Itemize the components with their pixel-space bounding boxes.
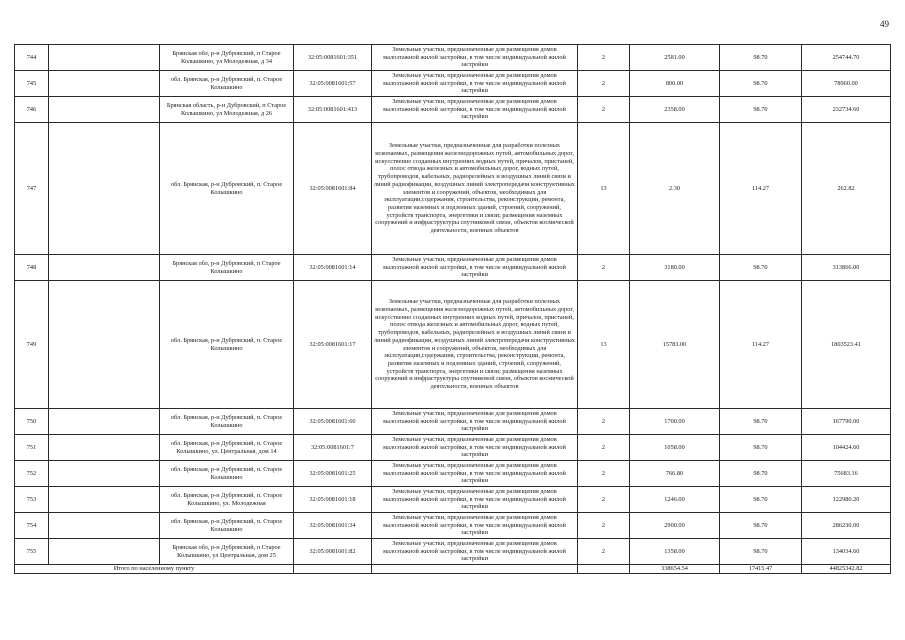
group-code-cell: 2 [578, 539, 630, 565]
area-cell: 2900.00 [630, 513, 720, 539]
address-cell: Брянская обл, р-н Дубровский, п Старое Колышкино, ул Центральная, дом 25 [160, 539, 294, 565]
empty-cell [578, 565, 630, 574]
totals-value-cell: 44825342.82 [802, 565, 891, 574]
table-row [15, 45, 891, 71]
row-number: 746 [15, 97, 49, 123]
area-cell: 1700.00 [630, 409, 720, 435]
land-category-cell: Земельные участки, предназначенные для размещения домов малоэтажной жилой застройки, в том числе индивидуальной жилой застройки [372, 97, 578, 123]
rate-cell: 98.70 [720, 255, 802, 281]
address-cell: обл. Брянская, р-н Дубровский, п. Старое Колышкино [160, 123, 294, 255]
address-cell: обл. Брянская, р-н Дубровский, п. Старое Колышкино [160, 513, 294, 539]
land-category-cell: Земельные участки, предназначенные для размещения домов малоэтажной жилой застройки, в том числе индивидуальной жилой застройки [372, 435, 578, 461]
land-category-cell: Земельные участки, предназначенные для разработки полезных ископаемых, размещения железнодорожных путей, автомобильных дорог, искусственно созданных внутренних водных путей, причалов, пристаней, полос отвода железных и автомобильных дорог, водных путей, трубопроводов, кабельных, радиорелейных и воздушных линий связи и линий радиофикации, воздушных линий электропередачи конструктивных элементов и сооружений, объектов, необходимых для эксплуатации,содержания, строительства, реконструкции, ремонта, развития наземных и подземных зданий, строений, сооружений, устройств транспорта, энергетики и связи; размещения наземных сооружений и инфраструктуры спутниковой связи, объектов космической деятельности, военных объектов [372, 123, 578, 255]
empty-cell [49, 97, 160, 123]
land-category-cell: Земельные участки, предназначенные для размещения домов малоэтажной жилой застройки, в том числе индивидуальной жилой застройки [372, 409, 578, 435]
address-cell: Брянская обл, р-н Дубровский, п Старое Колышкино [160, 255, 294, 281]
area-cell: 2581.00 [630, 45, 720, 71]
group-code-cell: 2 [578, 435, 630, 461]
empty-cell [49, 123, 160, 255]
group-code-cell: 2 [578, 409, 630, 435]
land-category-cell: Земельные участки, предназначенные для разработки полезных ископаемых, размещения железнодорожных путей, автомобильных дорог, искусственно созданных внутренних водных путей, причалов, пристаней, полос отвода железных и автомобильных дорог, водных путей, трубопроводов, кабельных, радиорелейных и воздушных линий связи и линий радиофикации, воздушных линий электропередачи конструктивных элементов и сооружений, объектов, необходимых для эксплуатации,содержания, строительства, реконструкции, ремонта, развития наземных и подземных зданий, строений, сооружений, устройств транспорта, энергетики и связи; размещения наземных сооружений и инфраструктуры спутниковой связи, объектов космической деятельности, военных объектов [372, 281, 578, 409]
totals-area-cell: 338654.54 [630, 565, 720, 574]
row-number: 755 [15, 539, 49, 565]
group-code-cell: 2 [578, 97, 630, 123]
cadastral-number-cell: 32:05:0081601:84 [294, 123, 372, 255]
table-row [15, 461, 891, 487]
cadastral-number-cell: 32:05:0081601:17 [294, 281, 372, 409]
rate-cell: 98.70 [720, 513, 802, 539]
value-cell: 75683.16 [802, 461, 891, 487]
rate-cell: 98.70 [720, 435, 802, 461]
area-cell: 15783.00 [630, 281, 720, 409]
group-code-cell: 13 [578, 123, 630, 255]
area-cell: 766.80 [630, 461, 720, 487]
table-row [15, 539, 891, 565]
value-cell: 104424.60 [802, 435, 891, 461]
empty-cell [49, 435, 160, 461]
cadastral-number-cell: 32:05:0081601:82 [294, 539, 372, 565]
address-cell: обл. Брянская, р-н Дубровский, п. Старое Колышкино [160, 281, 294, 409]
page-number: 49 [880, 19, 889, 29]
group-code-cell: 2 [578, 461, 630, 487]
totals-row [15, 565, 891, 574]
table-row [15, 435, 891, 461]
row-number: 748 [15, 255, 49, 281]
row-number: 747 [15, 123, 49, 255]
land-category-cell: Земельные участки, предназначенные для размещения домов малоэтажной жилой застройки, в том числе индивидуальной жилой застройки [372, 513, 578, 539]
table-row [15, 409, 891, 435]
empty-cell [49, 255, 160, 281]
empty-cell [49, 487, 160, 513]
value-cell: 78960.00 [802, 71, 891, 97]
value-cell: 254744.70 [802, 45, 891, 71]
row-number: 754 [15, 513, 49, 539]
table-row [15, 123, 891, 255]
row-number: 744 [15, 45, 49, 71]
area-cell: 2358.00 [630, 97, 720, 123]
rate-cell: 98.70 [720, 97, 802, 123]
rate-cell: 98.70 [720, 45, 802, 71]
rate-cell: 114.27 [720, 123, 802, 255]
empty-cell [49, 461, 160, 487]
value-cell: 1803523.41 [802, 281, 891, 409]
rate-cell: 98.70 [720, 487, 802, 513]
empty-cell [294, 565, 372, 574]
value-cell: 262.82 [802, 123, 891, 255]
value-cell: 167790.00 [802, 409, 891, 435]
address-cell: Брянская обл, р-н Дубровский, п Старое Колышкино, ул Молодежная, д 34 [160, 45, 294, 71]
cadastral-number-cell: 32:05:0081601:14 [294, 255, 372, 281]
address-cell: Брянская область, р-н Дубровский, п Старое Колышкино, ул Молодежная, д 26 [160, 97, 294, 123]
area-cell: 800.00 [630, 71, 720, 97]
cadastral-value-table [14, 44, 891, 574]
land-category-cell: Земельные участки, предназначенные для размещения домов малоэтажной жилой застройки, в том числе индивидуальной жилой застройки [372, 487, 578, 513]
empty-cell [49, 71, 160, 97]
table-body [15, 45, 891, 574]
row-number: 752 [15, 461, 49, 487]
totals-rate-cell: 17415.47 [720, 565, 802, 574]
table-row [15, 71, 891, 97]
value-cell: 232734.60 [802, 97, 891, 123]
value-cell: 313866.00 [802, 255, 891, 281]
group-code-cell: 2 [578, 255, 630, 281]
group-code-cell: 2 [578, 513, 630, 539]
cadastral-number-cell: 32:05:0081601:57 [294, 71, 372, 97]
empty-cell [49, 281, 160, 409]
value-cell: 286230.00 [802, 513, 891, 539]
empty-cell [49, 409, 160, 435]
land-category-cell: Земельные участки, предназначенные для размещения домов малоэтажной жилой застройки, в том числе индивидуальной жилой застройки [372, 461, 578, 487]
totals-label: Итого по населенному пункту [15, 565, 294, 574]
rate-cell: 98.70 [720, 539, 802, 565]
rate-cell: 98.70 [720, 71, 802, 97]
cadastral-number-cell: 32:05:0081601:7 [294, 435, 372, 461]
rate-cell: 114.27 [720, 281, 802, 409]
area-cell: 2.30 [630, 123, 720, 255]
row-number: 750 [15, 409, 49, 435]
empty-cell [49, 539, 160, 565]
table-row [15, 97, 891, 123]
group-code-cell: 2 [578, 71, 630, 97]
group-code-cell: 13 [578, 281, 630, 409]
cadastral-number-cell: 32:05:0081601:25 [294, 461, 372, 487]
row-number: 753 [15, 487, 49, 513]
row-number: 751 [15, 435, 49, 461]
cadastral-number-cell: 32:05:0081601:18 [294, 487, 372, 513]
area-cell: 1358.00 [630, 539, 720, 565]
empty-cell [49, 45, 160, 71]
table-row [15, 487, 891, 513]
cadastral-number-cell: 32:05:0081601:413 [294, 97, 372, 123]
row-number: 749 [15, 281, 49, 409]
cadastral-number-cell: 32:05:0081601:60 [294, 409, 372, 435]
rate-cell: 98.70 [720, 461, 802, 487]
land-category-cell: Земельные участки, предназначенные для размещения домов малоэтажной жилой застройки, в том числе индивидуальной жилой застройки [372, 539, 578, 565]
row-number: 745 [15, 71, 49, 97]
cadastral-number-cell: 32:05:0081601:351 [294, 45, 372, 71]
table-row [15, 281, 891, 409]
address-cell: обл. Брянская, р-н Дубровский, п. Старое Колышкино, ул. Молодежная [160, 487, 294, 513]
empty-cell [372, 565, 578, 574]
table-row [15, 513, 891, 539]
address-cell: обл. Брянская, р-н Дубровский, п. Старое Колышкино [160, 409, 294, 435]
empty-cell [49, 513, 160, 539]
rate-cell: 98.70 [720, 409, 802, 435]
address-cell: обл. Брянская, р-н Дубровский, п. Старое Колышкино [160, 461, 294, 487]
cadastral-number-cell: 32:05:0081601:34 [294, 513, 372, 539]
address-cell: обл. Брянская, р-н Дубровский, п. Старое Колышкино, ул. Центральная, дом 14 [160, 435, 294, 461]
table-row [15, 255, 891, 281]
land-category-cell: Земельные участки, предназначенные для размещения домов малоэтажной жилой застройки, в том числе индивидуальной жилой застройки [372, 45, 578, 71]
area-cell: 1058.00 [630, 435, 720, 461]
area-cell: 3180.00 [630, 255, 720, 281]
group-code-cell: 2 [578, 45, 630, 71]
value-cell: 122980.20 [802, 487, 891, 513]
land-category-cell: Земельные участки, предназначенные для размещения домов малоэтажной жилой застройки, в том числе индивидуальной жилой застройки [372, 71, 578, 97]
value-cell: 134034.60 [802, 539, 891, 565]
area-cell: 1246.00 [630, 487, 720, 513]
group-code-cell: 2 [578, 487, 630, 513]
land-category-cell: Земельные участки, предназначенные для размещения домов малоэтажной жилой застройки, в том числе индивидуальной жилой застройки [372, 255, 578, 281]
address-cell: обл. Брянская, р-н Дубровский, п. Старое Колышкино [160, 71, 294, 97]
